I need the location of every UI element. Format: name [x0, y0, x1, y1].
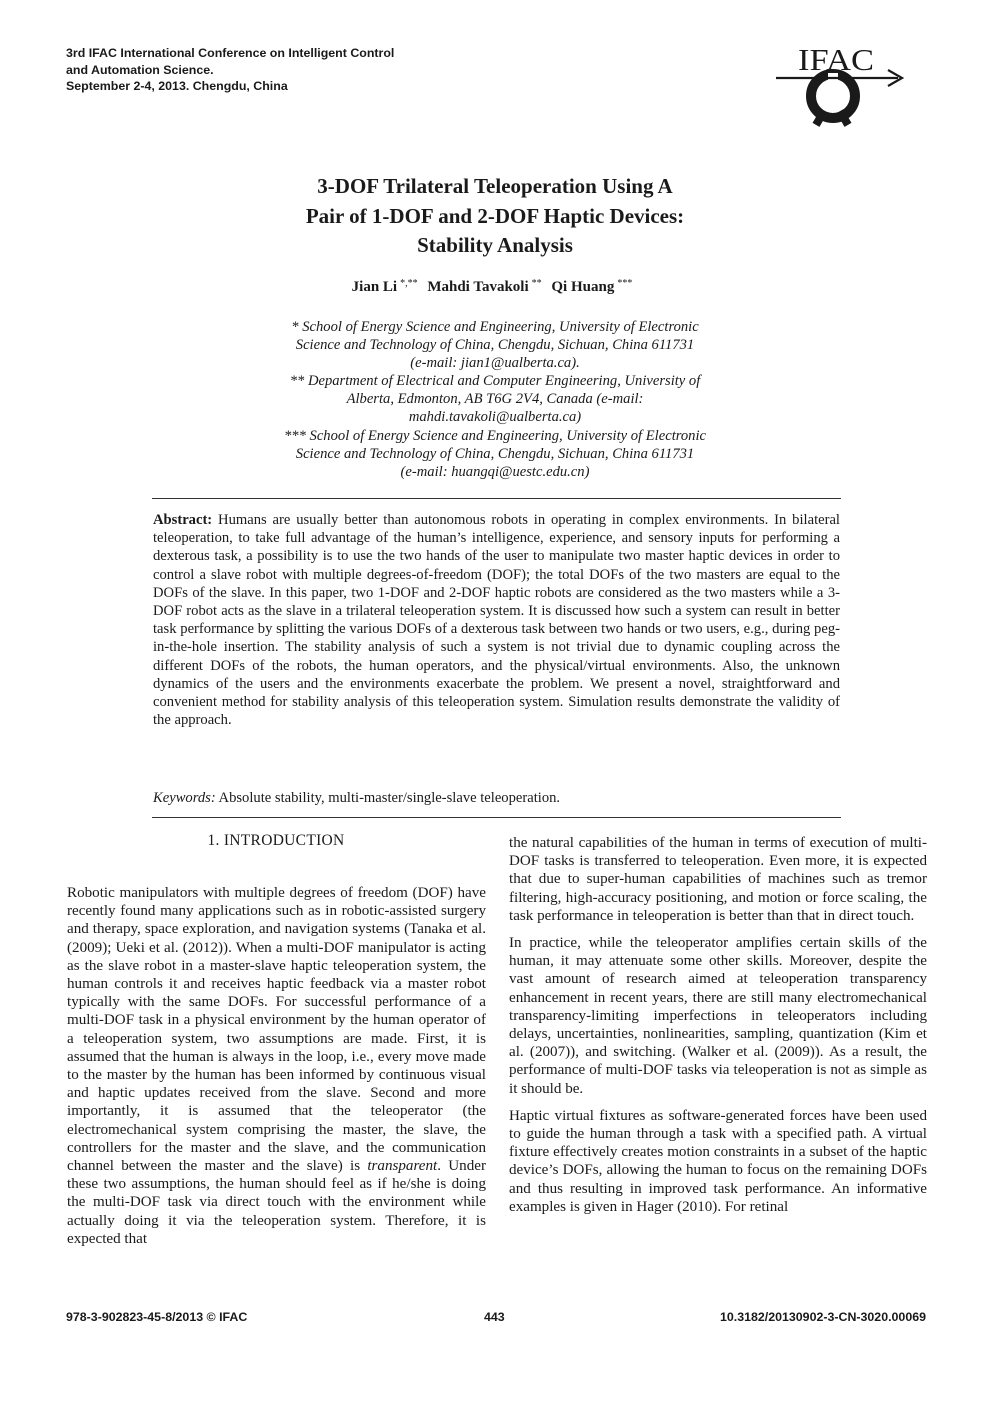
- author-affiliation-mark: *,**: [400, 278, 418, 289]
- paper-title: [150, 172, 840, 261]
- title-line: 3-DOF Trilateral Teleoperation Using A: [317, 174, 673, 198]
- section-heading: 1. INTRODUCTION: [207, 832, 345, 849]
- title-line: Stability Analysis: [417, 233, 573, 257]
- conference-line: and Automation Science.: [66, 62, 214, 77]
- conference-line: September 2-4, 2013. Chengdu, China: [66, 79, 288, 93]
- affiliation-line: Science and Technology of China, Chengdu, Sichuan, China 611731: [295, 445, 695, 462]
- keywords: [153, 790, 840, 807]
- abstract-label: Abstract:: [153, 512, 213, 528]
- ifac-logo-icon: [776, 40, 911, 132]
- author-list: [150, 278, 840, 296]
- left-column: [67, 884, 486, 1248]
- keywords-text: Absolute stability, multi-master/single-slave teleoperation.: [218, 790, 561, 806]
- paragraph-text: Robotic manipulators with multiple degrees of freedom (DOF) have recently found many applications such as in robotic-assisted surgery and therapy, space exploration, and navigation systems (Tanaka et al. (2009); Ueki et al. (2012)). When a multi-DOF manipulator is acting as the slave robot in a master-slave haptic teleoperation system, the human controls it and receives haptic feedback via a master robot typically with the same DOFs. For successful performance of a multi-DOF task in a physical environment by the human operator of a teleoperation system, two assumptions are made. First, it is assumed that the human is always in the loop, i.e., every move made to the master by the human has been informed by continuous visual and haptic updates received from the slave. Second and more importantly, it is assumed that the teleoperator (the electromechanical system comprising the master, the slave, the controllers for the master and the slave, and the communication channel between the master and the slave) is: [67, 885, 486, 1175]
- author-name: Qi Huang: [551, 279, 615, 295]
- paragraph: [67, 884, 486, 1248]
- affiliation-line: (e-mail: huangqi@uestc.edu.cn): [400, 463, 590, 480]
- paragraph: Haptic virtual fixtures as software-generated forces have been used to guide the human through a task with a specified path. A virtual fixture effectively creates motion constraints in a subset of the haptic device’s DOFs, allowing the human to focus on the remaining DOFs and thus resulting in improved task performance. An informative examples is given in Hager (2010). For retinal: [509, 1107, 927, 1215]
- conference-header: [66, 45, 486, 95]
- affiliation-line: mahdi.tavakoli@ualberta.ca): [408, 409, 582, 426]
- abstract: [153, 511, 840, 729]
- author-affiliation-mark: **: [531, 278, 542, 289]
- affiliation-line: Science and Technology of China, Chengdu, Sichuan, China 611731: [295, 337, 695, 354]
- affiliation-line: * School of Energy Science and Engineering, University of Electronic: [291, 319, 699, 335]
- footer-isbn: 978-3-902823-45-8/2013 © IFAC: [66, 1310, 248, 1324]
- author-name: Jian Li: [351, 279, 398, 295]
- author-name: Mahdi Tavakoli: [427, 279, 529, 295]
- conference-line: 3rd IFAC International Conference on Intelligent Control: [66, 46, 395, 60]
- affiliation-line: (e-mail: jian1@ualberta.ca).: [410, 355, 580, 372]
- paragraph: In practice, while the teleoperator amplifies certain skills of the human, it may attenuate some other skills. Moreover, despite the vast amount of research aimed at teleoperation transparency enhancement in recent years, there are still many electromechanical transparency-limiting imperfections in teleoperators including delays, uncertainties, nonlinearities, sampling, quantization (Kim et al. (2007)), and switching. (Walker et al. (2009)). As a result, the performance of multi-DOF tasks via teleoperation is not as simple as it should be.: [509, 935, 927, 1097]
- author-affiliation-mark: ***: [617, 278, 633, 289]
- affiliations: [150, 318, 840, 481]
- affiliation-line: ** Department of Electrical and Computer Engineering, University of: [289, 373, 701, 390]
- paragraph-emphasis: transparent: [367, 1158, 438, 1175]
- ifac-logo-text: IFAC: [798, 42, 874, 77]
- paragraph-text: . Under these two assumptions, the human should feel as if he/she is doing the multi-DOF task via direct touch with the environment while actually doing it via the teleoperation system. Therefore, it is expected that: [67, 1158, 486, 1247]
- page-footer: [66, 1310, 926, 1330]
- abstract-text: Humans are usually better than autonomous robots in operating in complex environments. In bilateral teleoperation, to take full advantage of the human’s intelligence, experience, and sensory inputs for performing a dexterous task, a possibility is to use the two hands of the user to manipulate two master haptic devices in order to control a slave robot with multiple degrees-of-freedom (DOF); the total DOFs of the two masters are equal to the DOFs of the slave. In this paper, two 1-DOF and 2-DOF haptic robots are considered as the two masters while a 3-DOF robot acts as the slave in a trilateral teleoperation system. It is discussed how such a system can result in better task performance by splitting the various DOFs of a dexterous task between two hands or two users, e.g., during peg-in-the-hole insertion. The stability analysis of such a system is not trivial due to dynamic coupling across the different DOFs of the robots, the human operators, and the physical/virtual environments. Also, the unknown dynamics of the users and the environments exacerbate the problem. We present a novel, straightforward and convenient method for stability analysis of this teleoperation system. Simulation results demonstrate the validity of the approach.: [153, 512, 840, 729]
- footer-doi: 10.3182/20130902-3-CN-3020.00069: [720, 1310, 926, 1324]
- page-number: 443: [484, 1310, 505, 1324]
- affiliation-line: *** School of Energy Science and Engineering, University of Electronic: [283, 427, 707, 444]
- title-line: Pair of 1-DOF and 2-DOF Haptic Devices:: [305, 203, 685, 228]
- abstract-bottom-rule: [152, 817, 841, 818]
- keywords-label: Keywords:: [153, 790, 216, 806]
- affiliation-line: Alberta, Edmonton, AB T6G 2V4, Canada (e-mail:: [346, 391, 644, 408]
- abstract-top-rule: [152, 498, 841, 499]
- right-column: [509, 834, 927, 1225]
- paragraph: the natural capabilities of the human in terms of execution of multi-DOF tasks is transferred to teleoperation. Even more, it is expected that due to super-human capabilities of machines such as tremor filtering, high-accuracy positioning, and motion or force scaling, the task performance in teleoperation is better than that in direct touch.: [509, 835, 927, 924]
